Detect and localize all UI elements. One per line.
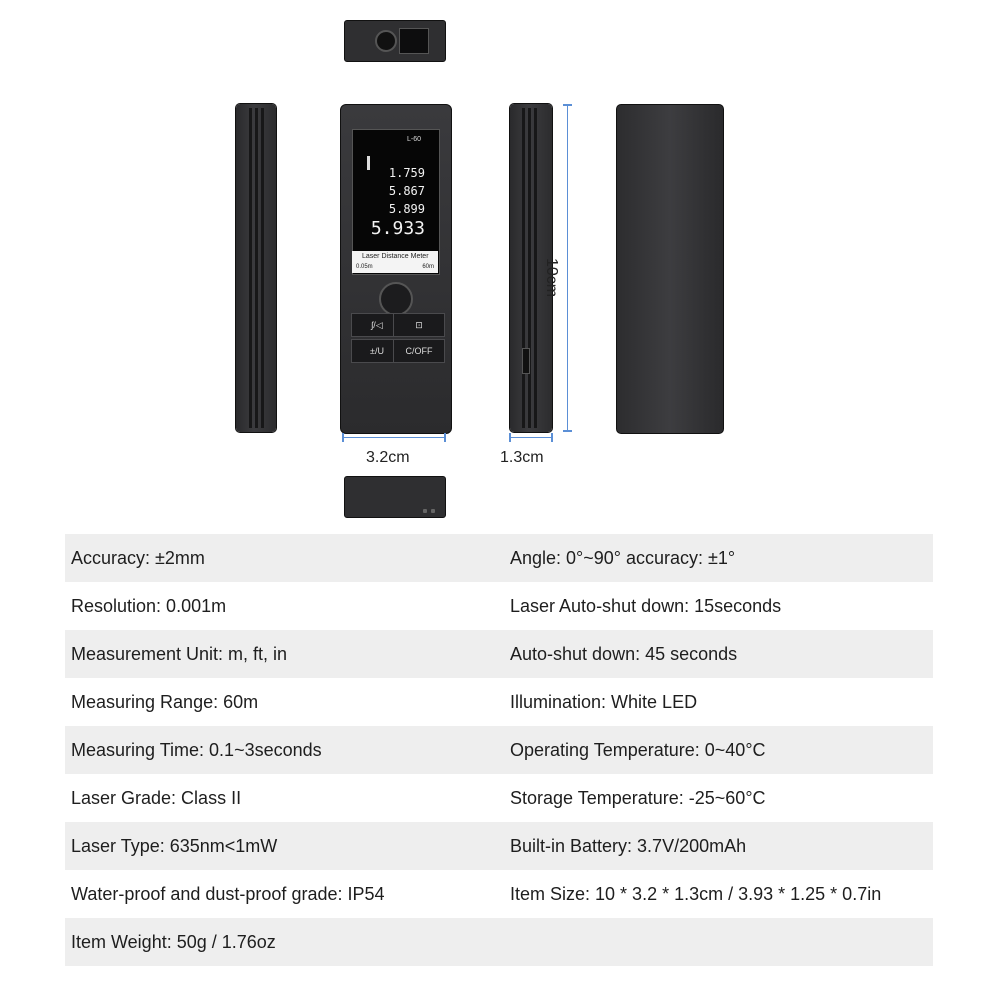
depth-dimension-line xyxy=(509,437,553,438)
mode-button[interactable]: ⊡ xyxy=(393,313,445,337)
spec-cell: Illumination: White LED xyxy=(510,691,698,712)
table-row xyxy=(65,534,933,582)
spec-cell: Laser Type: 635nm<1mW xyxy=(71,835,278,856)
spec-cell: Auto-shut down: 45 seconds xyxy=(510,643,738,664)
power-button[interactable]: C/OFF xyxy=(393,339,445,363)
range-min: 0.05m xyxy=(356,264,373,270)
height-label: 10cm xyxy=(543,258,560,298)
spec-cell: Resolution: 0.001m xyxy=(71,595,227,616)
table-row xyxy=(65,918,933,966)
reading-1: 1.759 xyxy=(388,166,425,180)
lens-icon xyxy=(375,30,397,52)
range-max: 60m xyxy=(422,264,434,270)
spec-cell: Angle: 0°~90° accuracy: ±1° xyxy=(510,547,736,568)
spec-cell: Storage Temperature: -25~60°C xyxy=(510,787,766,808)
screen-model: L-60 xyxy=(407,136,422,143)
table-row xyxy=(65,870,933,918)
add-unit-button[interactable]: ±/U xyxy=(351,339,403,363)
laser-window xyxy=(399,28,429,54)
spec-cell: Measuring Range: 60m xyxy=(71,691,259,712)
table-row xyxy=(65,630,933,678)
battery-icon xyxy=(367,156,370,170)
spec-cell: Item Weight: 50g / 1.76oz xyxy=(71,931,276,952)
device-left-side-view xyxy=(236,104,276,432)
spec-cell: Measuring Time: 0.1~3seconds xyxy=(71,739,322,760)
measure-button[interactable] xyxy=(379,282,413,316)
screen-label: Laser Distance Meter xyxy=(362,253,429,260)
table-row xyxy=(65,774,933,822)
spec-cell: Measurement Unit: m, ft, in xyxy=(71,643,288,664)
spec-cell: Operating Temperature: 0~40°C xyxy=(510,739,766,760)
width-dimension-line xyxy=(342,437,446,438)
reading-main: 5.933 xyxy=(370,218,425,239)
function-button[interactable]: ʃ/◁ xyxy=(351,313,403,337)
spec-cell: Water-proof and dust-proof grade: IP54 xyxy=(71,883,385,904)
usb-port xyxy=(522,348,530,374)
spec-cell: Laser Auto-shut down: 15seconds xyxy=(510,595,782,616)
spec-cell: Item Size: 10 * 3.2 * 1.3cm / 3.93 * 1.25 * 0.7in xyxy=(510,883,882,904)
device-front-view xyxy=(340,104,452,434)
table-row xyxy=(65,582,933,630)
table-row xyxy=(65,726,933,774)
reading-3: 5.899 xyxy=(388,202,425,216)
height-dimension-line xyxy=(567,104,568,432)
spec-cell: Built-in Battery: 3.7V/200mAh xyxy=(510,835,747,856)
depth-label: 1.3cm xyxy=(500,449,544,466)
table-row xyxy=(65,678,933,726)
spec-table xyxy=(65,534,933,966)
table-row xyxy=(65,822,933,870)
reading-2: 5.867 xyxy=(388,184,425,198)
device-back-view xyxy=(616,104,724,434)
device-bottom-view xyxy=(344,476,446,518)
width-label: 3.2cm xyxy=(366,449,410,466)
screen-label-strip xyxy=(352,251,438,273)
spec-cell: Accuracy: ±2mm xyxy=(71,547,205,568)
device-top-view xyxy=(344,20,446,62)
spec-cell: Laser Grade: Class II xyxy=(71,787,242,808)
